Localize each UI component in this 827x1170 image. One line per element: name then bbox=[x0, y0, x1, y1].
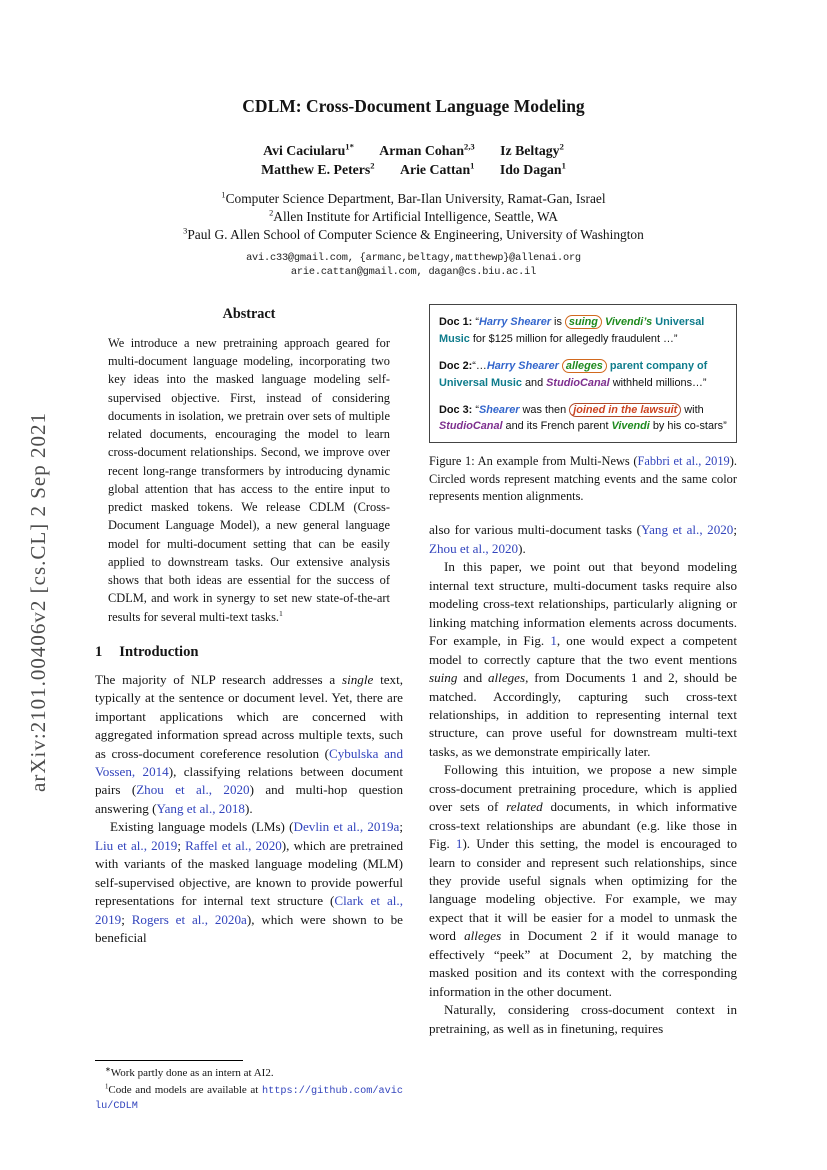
text-segment: was then bbox=[519, 403, 570, 416]
footnote-asterisk bbox=[95, 1066, 403, 1081]
author-affil-marker: 2,3 bbox=[464, 141, 475, 152]
body-paragraph-continuation bbox=[429, 521, 737, 558]
text-segment: Doc 3: bbox=[439, 403, 476, 416]
affiliation-marker: 1 bbox=[221, 190, 226, 200]
text-segment: “ bbox=[475, 316, 479, 328]
text-segment: alleges bbox=[488, 670, 526, 686]
citation-link[interactable]: Cybulska and Vossen, 2014 bbox=[95, 745, 403, 780]
citation-link[interactable]: Zhou et al., 2020 bbox=[136, 782, 250, 798]
figure-doc-2 bbox=[439, 358, 727, 392]
text-segment: in Document 2 if it would manage to effectively “peek” at Document 2, by matching the masked position and its context with the corresponding information in the other document. bbox=[429, 928, 738, 999]
two-column-body bbox=[0, 280, 827, 1118]
text-segment: also for various multi-document tasks ( bbox=[429, 522, 641, 538]
figure-1-box bbox=[429, 304, 737, 443]
text-segment: single bbox=[342, 671, 374, 687]
text-segment: ) and multi-hop question answering ( bbox=[95, 782, 403, 816]
text-segment: ), which were shown to be beneficial bbox=[95, 911, 403, 946]
text-segment: Shearer bbox=[478, 403, 520, 416]
intro-paragraph-1 bbox=[95, 671, 403, 819]
text-segment: Figure 1: An example from Multi-News ( bbox=[429, 454, 638, 469]
text-segment: is bbox=[551, 316, 565, 328]
text-segment: documents, in which informative cross-text relationships are abundant (e.g. like those in Fig. bbox=[429, 799, 737, 852]
paper-header bbox=[0, 0, 827, 278]
paper-title: CDLM: Cross-Document Language Modeling bbox=[242, 96, 585, 116]
author-affil-marker: 1* bbox=[345, 141, 354, 152]
citation-link[interactable]: Raffel et al., 2020 bbox=[185, 837, 282, 853]
text-segment: ). bbox=[518, 540, 526, 556]
text-segment: Following this intuition, we propose a new simple cross-document pretraining procedure, which is applied over sets of bbox=[429, 762, 737, 815]
email-block bbox=[0, 252, 827, 278]
footnote-block bbox=[95, 1060, 403, 1118]
author-name-text: Avi Caciularu bbox=[263, 143, 346, 158]
text-segment: , one would expect a competent model to correctly capture that the two event mentions bbox=[429, 633, 737, 667]
citation-link[interactable]: Zhou et al., 2020 bbox=[429, 540, 519, 556]
author-name bbox=[379, 143, 474, 158]
text-segment: ), classifying relations between document pairs ( bbox=[95, 764, 403, 798]
text-segment: “… bbox=[472, 359, 487, 372]
text-segment: Existing language models (LMs) ( bbox=[110, 819, 294, 835]
text-segment: Vivendi bbox=[611, 420, 650, 433]
author-row-1 bbox=[0, 143, 827, 159]
text-segment: ; bbox=[399, 819, 403, 835]
text-segment: 1 bbox=[279, 608, 283, 618]
author-row-2 bbox=[0, 162, 827, 178]
text-segment: and its French parent bbox=[502, 420, 612, 433]
text-segment: alleges bbox=[464, 928, 502, 944]
text-segment: related bbox=[506, 799, 543, 815]
footnote-rule bbox=[95, 1060, 243, 1061]
email-line-2: arie.cattan@gmail.com, dagan@cs.biu.ac.il bbox=[290, 266, 537, 278]
body-paragraph-3 bbox=[429, 761, 737, 1001]
text-segment: Doc 2: bbox=[439, 359, 473, 372]
arxiv-watermark: arXiv:2101.00406v2 [cs.CL] 2 Sep 2021 bbox=[26, 412, 50, 792]
body-paragraph-4 bbox=[429, 1001, 737, 1038]
text-segment: StudioCanal bbox=[439, 420, 503, 433]
author-name bbox=[400, 162, 474, 177]
author-name-text: Ido Dagan bbox=[499, 162, 562, 177]
text-segment: with bbox=[681, 403, 704, 416]
figure-doc-1 bbox=[439, 314, 727, 348]
citation-link[interactable]: Rogers et al., 2020a bbox=[131, 911, 247, 927]
figure-doc-3 bbox=[439, 402, 727, 436]
text-segment: parent company of Universal Music bbox=[439, 359, 708, 389]
author-name-text: Iz Beltagy bbox=[500, 143, 560, 158]
text-segment: Naturally, considering cross-document context in pretraining, as well as in finetuning, requires bbox=[429, 1002, 737, 1036]
text-segment: ). Under this setting, the model is encouraged to learn to consider and represent such relationships, since they provide useful signals when optimizing for the language modeling objective. For example, we may expect that it will be easier for a model to unmask the word bbox=[429, 836, 738, 944]
citation-link[interactable]: Clark et al., 2019 bbox=[95, 893, 403, 927]
affiliation-text: Paul G. Allen School of Computer Science & Engineering, University of Washington bbox=[187, 227, 644, 242]
text-segment: by his co-stars” bbox=[649, 420, 727, 433]
text-segment: ; bbox=[121, 911, 132, 927]
affiliation-text: Allen Institute for Artificial Intelligence, Seattle, WA bbox=[273, 209, 558, 224]
text-segment: withheld millions…” bbox=[609, 376, 707, 389]
abstract-text bbox=[108, 334, 390, 626]
text-segment: suing bbox=[565, 315, 602, 329]
affiliation-text: Computer Science Department, Bar-Ilan University, Ramat-Gan, Israel bbox=[225, 191, 606, 206]
text-segment: for $125 million for allegedly fraudulent …” bbox=[469, 332, 678, 345]
text-segment: text, typically at the sentence or document level. Yet, there are important applications which are concerned with aggregated information spread across multiple texts, such as cross-document coreference resolution ( bbox=[95, 671, 403, 761]
right-column bbox=[429, 304, 737, 1118]
text-segment: Code and models are available at bbox=[108, 1083, 262, 1096]
body-paragraph-2 bbox=[429, 558, 737, 761]
text-segment: and bbox=[521, 376, 547, 389]
text-segment: suing bbox=[429, 670, 458, 686]
email-line-1: avi.c33@gmail.com, {armanc,beltagy,matthewp}@allenai.org bbox=[246, 252, 581, 264]
author-affil-marker: 2 bbox=[370, 160, 375, 171]
citation-link[interactable]: Fabbri et al., 2019 bbox=[637, 454, 730, 469]
text-segment: and bbox=[457, 670, 488, 686]
citation-link[interactable]: Liu et al., 2019 bbox=[95, 837, 178, 853]
citation-link[interactable]: Yang et al., 2018 bbox=[156, 800, 245, 816]
text-segment: ; bbox=[733, 522, 737, 538]
text-segment: alleges bbox=[562, 359, 607, 373]
text-segment: ∗ bbox=[105, 1066, 111, 1074]
text-segment: In this paper, we point out that beyond modeling internal text structure, multi-document tasks require also modeling cross-text relationships, particularly aligning or linking matching information elements across documents. For example, in Fig. bbox=[429, 559, 737, 649]
affiliation-line-2 bbox=[0, 209, 827, 225]
intro-paragraph-2 bbox=[95, 818, 403, 947]
abstract-heading: Abstract bbox=[222, 306, 276, 322]
figure-1-caption bbox=[429, 453, 737, 505]
section-title: Introduction bbox=[119, 643, 199, 660]
citation-link[interactable]: Devlin et al., 2019a bbox=[293, 819, 400, 835]
left-column bbox=[95, 304, 403, 1118]
author-affil-marker: 1 bbox=[470, 160, 475, 171]
text-segment: Doc 1: bbox=[439, 316, 476, 328]
text-segment: Harry Shearer bbox=[478, 316, 551, 328]
author-name bbox=[500, 143, 564, 158]
author-name-text: Arman Cohan bbox=[379, 143, 465, 158]
citation-link[interactable]: 1 bbox=[455, 836, 463, 852]
text-segment: The majority of NLP research addresses a bbox=[95, 671, 343, 687]
affiliation-list bbox=[0, 191, 827, 243]
text-segment: We introduce a new pretraining approach geared for multi-document language modeling, incorporating two key ideas into the masked language modeling self-supervised objective. First, instead of considering documents in isolation, we pretrain over sets of multiple related documents, encouraging the model to learn cross-document relationships. Second, we improve over recent long-range transformers by introducing dynamic global attention that has access to the entire input to predict masked tokens. We release CDLM (Cross-Document Language Model), a new general language model for multi-document setting that can be easily applied to downstream tasks. Our extensive analysis shows that both ideas are essential for the success of CDLM, and work in synergy to set new state-of-the-art results for several multi-text tasks. bbox=[108, 336, 390, 624]
text-segment: , from Documents 1 and 2, should be matched. Accordingly, capturing such cross-text relationships, in addition to representing internal text structure, can prove useful for downstream multi-text tasks, as we demonstrate empirically later. bbox=[429, 670, 737, 759]
affiliation-line-1 bbox=[0, 191, 827, 207]
author-name bbox=[500, 162, 566, 177]
text-segment: ), which are pretrained with variants of the masked language modeling (MLM) self-supervised objective, are known to provide powerful representations for internal text structure ( bbox=[95, 837, 404, 909]
affiliation-marker: 3 bbox=[183, 226, 188, 236]
text-segment: ). Circled words represent matching events and the same color represents mention alignments. bbox=[429, 454, 737, 504]
text-segment: Universal Music bbox=[439, 316, 705, 345]
url-link[interactable]: https://github.com/aviclu/CDLM bbox=[95, 1084, 403, 1112]
text-segment: StudioCanal bbox=[546, 376, 610, 389]
citation-link[interactable]: 1 bbox=[550, 633, 557, 649]
text-segment: Vivendi’s bbox=[605, 316, 653, 328]
section-1-heading bbox=[95, 644, 403, 661]
text-segment: “ bbox=[475, 403, 479, 416]
footnote-1 bbox=[95, 1083, 403, 1113]
figure-1 bbox=[429, 304, 737, 505]
text-segment: Harry Shearer bbox=[486, 359, 559, 372]
text-segment: ). bbox=[244, 800, 253, 816]
section-number: 1 bbox=[95, 643, 103, 660]
citation-link[interactable]: Yang et al., 2020 bbox=[640, 522, 734, 538]
text-segment: ; bbox=[177, 837, 186, 853]
text-segment: Work partly done as an intern at AI2. bbox=[110, 1067, 274, 1080]
author-name-text: Arie Cattan bbox=[400, 162, 471, 177]
text-segment: joined in the lawsuit bbox=[569, 403, 681, 417]
author-name bbox=[263, 143, 354, 158]
author-name bbox=[261, 162, 374, 177]
author-affil-marker: 1 bbox=[561, 160, 566, 171]
author-name-text: Matthew E. Peters bbox=[261, 162, 371, 177]
affiliation-line-3 bbox=[0, 227, 827, 243]
text-segment: 1 bbox=[105, 1083, 109, 1090]
author-affil-marker: 2 bbox=[559, 141, 564, 152]
affiliation-marker: 2 bbox=[269, 208, 274, 218]
